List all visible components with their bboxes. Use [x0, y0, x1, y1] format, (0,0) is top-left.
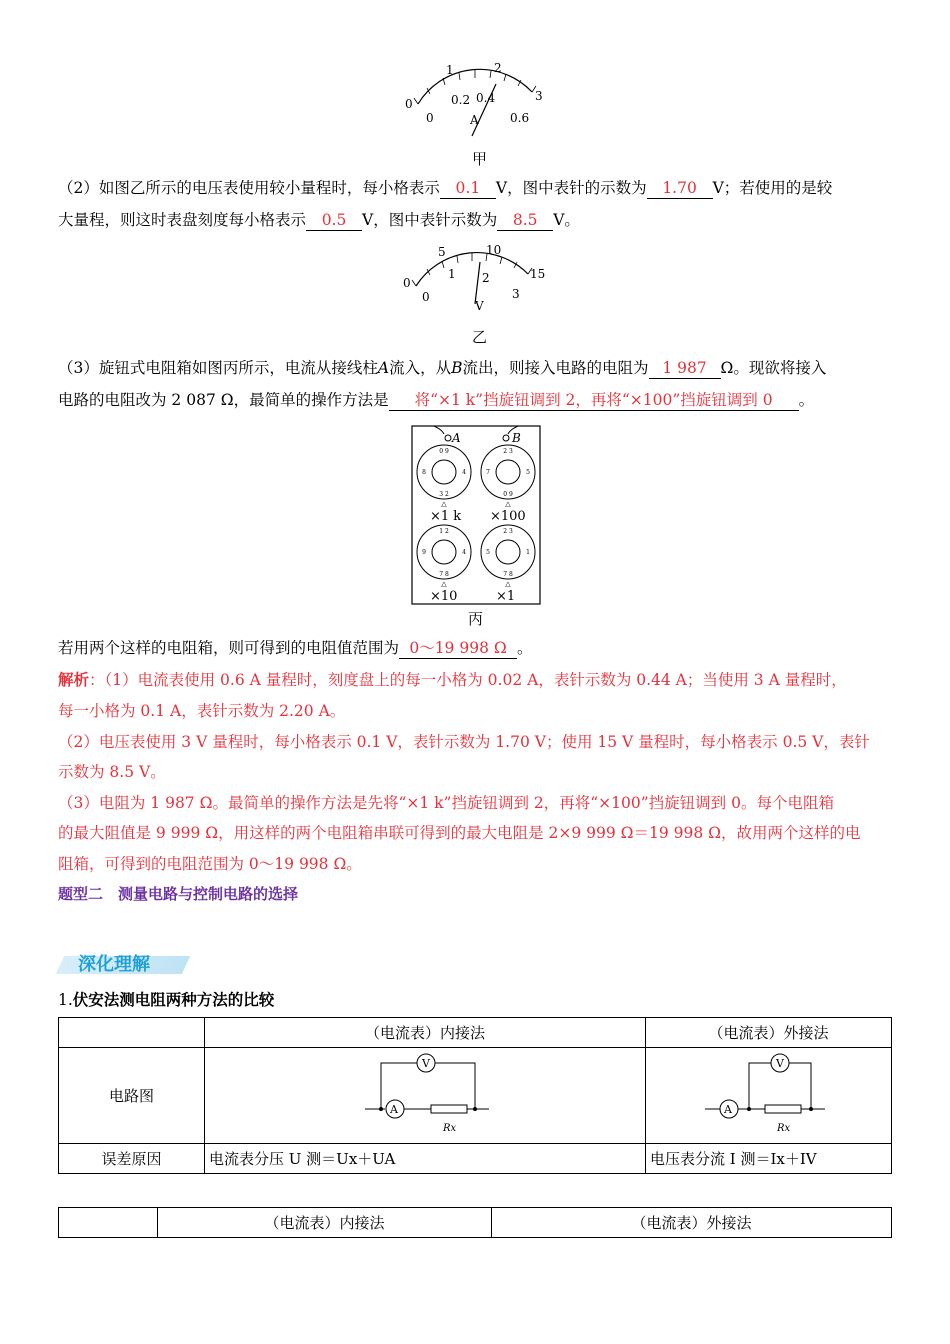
row-label-circuit: 电路图 — [59, 1048, 205, 1144]
svg-text:15: 15 — [530, 267, 546, 281]
svg-text:5: 5 — [486, 549, 490, 556]
svg-text:7: 7 — [486, 469, 490, 476]
section-title: 题型二 测量电路与控制电路的选择 — [58, 885, 299, 903]
svg-text:0: 0 — [403, 276, 411, 290]
svg-text:A: A — [390, 1102, 398, 1116]
svg-text:0: 0 — [426, 111, 434, 125]
inner-circuit-cell — [205, 1048, 646, 1144]
svg-text:5: 5 — [438, 245, 446, 259]
comparison-table-2 — [58, 1207, 892, 1238]
svg-text:10: 10 — [486, 243, 502, 257]
svg-text:2 3: 2 3 — [503, 448, 513, 455]
svg-text:1: 1 — [448, 267, 456, 281]
svg-text:9: 9 — [422, 549, 426, 556]
solution-line3: （2）电压表使用 3 V 量程时，每小格表示 0.1 V，表针示数为 1.70 V；使用 15 V 量程时，每小格表示 0.5 V，表针 — [58, 733, 870, 751]
solution-line7: 阻箱，可得到的电阻范围为 0～19 998 Ω。 — [58, 855, 362, 873]
figure-caption-bing: 丙 — [468, 610, 484, 628]
svg-text:V: V — [422, 1056, 430, 1070]
svg-text:0: 0 — [422, 290, 430, 304]
banner: 深化理解 — [60, 950, 186, 976]
svg-text:0 9: 0 9 — [439, 448, 449, 455]
svg-text:1: 1 — [446, 63, 454, 77]
svg-text:1 2: 1 2 — [439, 528, 449, 535]
solution-line1: 解析：（1）电流表使用 0.6 A 量程时，刻度盘上的每一小格为 0.02 A，表针示数为 0.44 A；当使用 3 A 量程时， — [58, 670, 847, 689]
header-outer: （电流表）外接法 — [646, 1018, 892, 1048]
outer-circuit-diagram — [699, 1051, 839, 1137]
svg-text:×100: ×100 — [490, 509, 526, 524]
svg-text:Rx: Rx — [443, 1122, 457, 1134]
inner-circuit-diagram — [355, 1051, 495, 1137]
svg-text:4: 4 — [462, 469, 466, 476]
header-inner-2: （电流表）内接法 — [158, 1208, 492, 1238]
svg-text:△: △ — [505, 500, 511, 508]
outer-error: 电压表分流 I 测＝Ix＋IV — [646, 1144, 892, 1174]
svg-text:0.6: 0.6 — [510, 111, 530, 125]
svg-text:A: A — [452, 431, 461, 445]
svg-text:2: 2 — [482, 271, 490, 285]
svg-text:4: 4 — [462, 549, 466, 556]
row-label-error: 误差原因 — [59, 1144, 205, 1174]
needle — [475, 262, 480, 304]
svg-text:8: 8 — [422, 469, 426, 476]
svg-text:V: V — [475, 299, 484, 313]
q2-line2: 大量程，则这时表盘刻度每小格表示 0.5 V，图中表针示数为 8.5 V。 — [58, 211, 580, 229]
header-inner: （电流表）内接法 — [205, 1018, 646, 1048]
svg-text:△: △ — [441, 500, 447, 508]
svg-text:1: 1 — [526, 549, 530, 556]
q3-line1: （3）旋钮式电阻箱如图丙所示，电流从接线柱A流入，从B流出，则接入电路的电阻为 1 987 Ω。现欲将接入 — [58, 359, 827, 377]
svg-text:2: 2 — [494, 61, 502, 75]
item1-heading: 1.伏安法测电阻两种方法的比较 — [58, 991, 275, 1009]
resistance-box-figure — [410, 424, 542, 606]
header-outer-2: （电流表）外接法 — [492, 1208, 892, 1238]
svg-text:0: 0 — [405, 97, 413, 111]
solution-line4: 示数为 8.5 V。 — [58, 763, 166, 781]
svg-text:0 9: 0 9 — [503, 491, 513, 498]
svg-text:7 8: 7 8 — [503, 571, 513, 578]
svg-text:×1 k: ×1 k — [430, 509, 462, 524]
inner-error: 电流表分压 U 测＝Ux＋UA — [205, 1144, 646, 1174]
svg-text:0.4: 0.4 — [476, 91, 496, 105]
svg-text:B: B — [512, 431, 521, 445]
svg-text:△: △ — [441, 580, 447, 588]
svg-text:×10: ×10 — [430, 589, 458, 604]
svg-text:A: A — [723, 1102, 732, 1116]
q2-line1: （2）如图乙所示的电压表使用较小量程时，每小格表示 0.1 V，图中表针的示数为 1.70 V；若使用的是较 — [58, 179, 833, 197]
svg-text:0.2: 0.2 — [451, 93, 471, 107]
solution-line5: （3）电阻为 1 987 Ω。最简单的操作方法是先将“×1 k”挡旋钮调到 2，再将“×100”挡旋钮调到 0。每个电阻箱 — [58, 794, 834, 812]
svg-text:×1: ×1 — [496, 589, 516, 604]
svg-text:3 2: 3 2 — [439, 491, 449, 498]
comparison-table — [58, 1017, 892, 1174]
q3-range-line: 若用两个这样的电阻箱，则可得到的电阻值范围为 0～19 998 Ω 。 — [58, 639, 533, 657]
q3-line2: 电路的电阻改为 2 087 Ω，最简单的操作方法是 将“×1 k”挡旋钮调到 2，再将“×100”挡旋钮调到 0 。 — [58, 391, 815, 409]
solution-line2: 每一小格为 0.1 A，表针示数为 2.20 A。 — [58, 702, 346, 720]
svg-text:7 8: 7 8 — [439, 571, 449, 578]
svg-text:A: A — [470, 113, 479, 127]
outer-circuit-cell — [646, 1048, 892, 1144]
svg-text:△: △ — [505, 580, 511, 588]
svg-text:Rx: Rx — [776, 1122, 790, 1134]
figure-caption-yi: 乙 — [472, 328, 488, 346]
figure-caption-jia: 甲 — [472, 150, 488, 168]
solution-line6: 的最大阻值是 9 999 Ω，用这样的两个电阻箱串联可得到的最大电阻是 2×9 999 Ω＝19 998 Ω，故用两个这样的电 — [58, 824, 861, 842]
svg-text:3: 3 — [512, 287, 520, 301]
svg-text:3: 3 — [535, 89, 543, 103]
voltmeter-figure — [398, 240, 550, 320]
svg-text:5: 5 — [526, 469, 530, 476]
svg-text:V: V — [775, 1056, 784, 1070]
svg-text:2 3: 2 3 — [503, 528, 513, 535]
